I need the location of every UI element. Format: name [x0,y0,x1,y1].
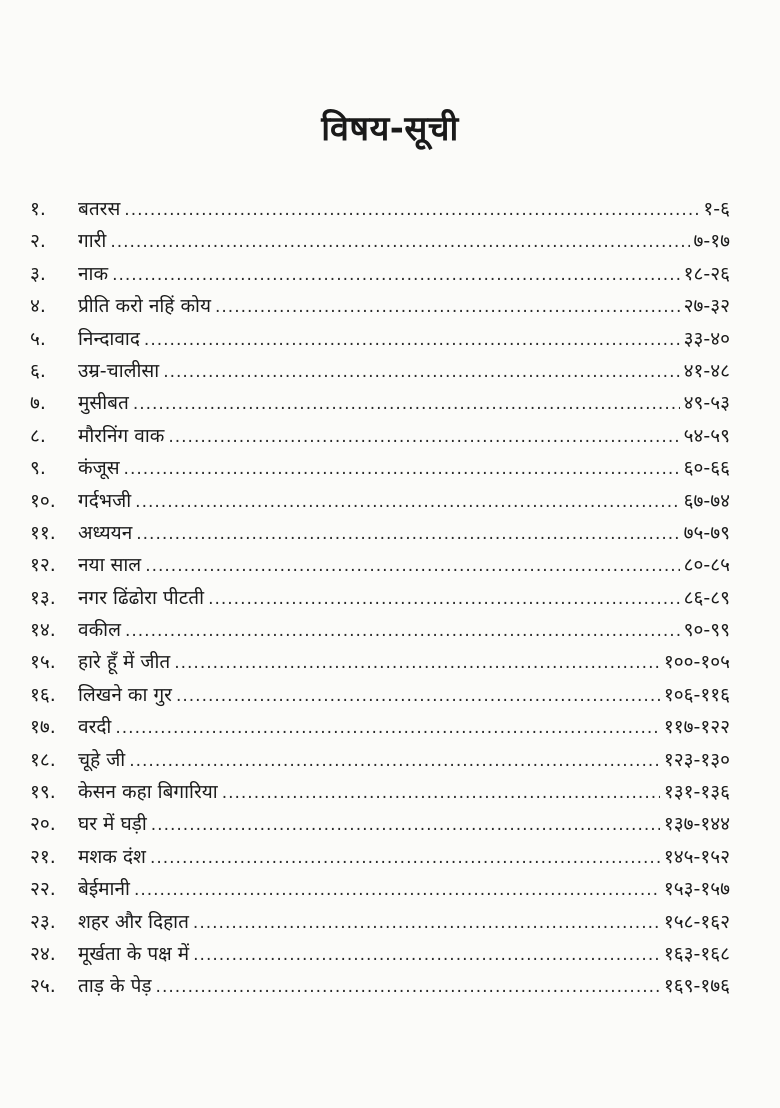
entry-title: शहर और दिहात [78,910,189,933]
entry-title: गारी [78,230,107,253]
entry-title: ताड़ के पेड़ [78,975,152,998]
dot-leader [124,200,699,220]
toc-entry [30,908,730,940]
entry-title: गर्दभजी [78,489,132,512]
dot-leader [135,492,679,512]
entry-title: बेईमानी [78,878,130,901]
table-of-contents [30,195,730,1005]
entry-pages: ६०-६६ [683,457,730,480]
entry-pages: ३३-४० [683,327,730,350]
entry-number: १५. [30,651,56,674]
entry-title: मशक दंश [78,845,146,868]
entry-title: नाक [78,262,109,285]
entry-pages: ८६-८९ [683,586,730,609]
entry-title: नगर ढिंढोरा पीटती [78,586,205,609]
entry-title: घर में घड़ी [78,813,147,836]
toc-entry [30,227,730,259]
toc-entry [30,648,730,680]
toc-entry [30,422,730,454]
entry-title: निन्दावाद [78,327,140,350]
entry-pages: १२३-१३० [663,748,730,771]
entry-title: हारे हूँ में जीत [78,651,171,674]
entry-number: १८. [30,748,56,771]
entry-title: नया साल [78,554,142,577]
page-title: विषय-सूची [321,109,459,149]
entry-pages: १४५-१५२ [663,845,730,868]
toc-entry [30,260,730,292]
entry-number: २०. [30,813,56,836]
dot-leader [215,297,680,317]
toc-entry [30,389,730,421]
dot-leader [193,945,660,965]
entry-title: वकील [78,619,121,642]
toc-entry [30,713,730,745]
dot-leader [168,427,679,447]
entry-number: ९. [30,457,46,480]
entry-number: ४. [30,295,46,318]
entry-pages: १६३-१६८ [663,942,730,965]
toc-entry [30,325,730,357]
dot-leader [134,880,660,900]
toc-entry [30,519,730,551]
entry-title: प्रीति करो नहिं कोय [78,295,211,318]
entry-pages: १३१-१३६ [663,781,730,804]
entry-number: २५. [30,975,56,998]
entry-title: मुसीबत [78,392,129,415]
toc-entry [30,357,730,389]
entry-pages: १३७-१४४ [663,813,730,836]
toc-entry [30,292,730,324]
entry-pages: ८०-८५ [683,554,730,577]
entry-number: २२. [30,878,56,901]
entry-number: १. [30,198,46,220]
entry-number: १०. [30,489,56,512]
entry-pages: १५८-१६२ [663,910,730,933]
entry-number: १२. [30,554,56,577]
dot-leader [176,686,660,706]
entry-title: केसन कहा बिगारिया [78,781,218,804]
entry-title: मौरनिंग वाक [78,424,165,447]
entry-title: वरदी [78,716,112,739]
entry-pages: ६७-७४ [683,489,730,512]
dot-leader [174,653,660,673]
entry-pages: १००-१०५ [663,651,730,674]
entry-pages: ४९-५३ [683,392,730,415]
entry-title: अध्ययन [78,521,133,544]
entry-pages: १०६-११६ [663,683,730,706]
toc-entry [30,487,730,519]
entry-number: २३. [30,910,56,933]
dot-leader [151,815,660,835]
dot-leader [163,362,679,382]
entry-number: ८. [30,424,46,447]
dot-leader [208,589,680,609]
entry-pages: १५३-१५७ [663,878,730,901]
entry-number: २. [30,230,46,253]
toc-entry [30,778,730,810]
toc-entry [30,551,730,583]
toc-entry [30,681,730,713]
entry-pages: ११७-१२२ [663,716,730,739]
dot-leader [144,330,680,350]
dot-leader [115,718,660,738]
toc-entry [30,746,730,778]
entry-number: १७. [30,716,56,739]
entry-number: २१. [30,845,56,868]
entry-pages: ९०-९९ [683,619,730,642]
entry-pages: १६९-१७६ [663,975,730,998]
dot-leader [129,751,660,771]
dot-leader [136,524,679,544]
entry-pages: ७-१७ [693,230,730,253]
dot-leader [110,232,689,252]
entry-number: ७. [30,392,46,415]
dot-leader [150,848,660,868]
toc-entry [30,584,730,616]
entry-number: २४. [30,942,56,965]
toc-entry [30,195,730,227]
entry-number: ११. [30,521,56,544]
toc-entry [30,875,730,907]
entry-number: ६. [30,359,46,382]
dot-leader [125,621,680,641]
entry-number: ३. [30,262,46,285]
dot-leader [133,394,680,414]
toc-entry [30,843,730,875]
toc-entry [30,810,730,842]
entry-title: लिखने का गुर [78,683,172,706]
entry-number: १४. [30,619,56,642]
entry-pages: ७५-७९ [683,521,730,544]
dot-leader [193,913,660,933]
entry-title: बतरस [78,198,121,220]
entry-title: उम्र-चालीसा [78,359,160,382]
dot-leader [156,977,660,997]
toc-entry [30,972,730,1004]
dot-leader [112,265,680,285]
entry-title: मूर्खता के पक्ष में [78,942,190,965]
dot-leader [124,459,680,479]
entry-number: १६. [30,683,56,706]
toc-entry [30,454,730,486]
entry-number: १३. [30,586,56,609]
entry-pages: ४१-४८ [683,359,730,382]
entry-pages: २७-३२ [683,295,730,318]
entry-title: चूहे जी [78,748,126,771]
entry-title: कंजूस [78,457,120,480]
dot-leader [145,556,679,576]
entry-number: ५. [30,327,46,350]
toc-entry [30,940,730,972]
entry-pages: ५४-५९ [683,424,730,447]
dot-leader [222,783,660,803]
entry-pages: १८-२६ [683,262,730,285]
toc-entry [30,616,730,648]
entry-number: १९. [30,781,56,804]
entry-pages: १-६ [703,198,730,220]
